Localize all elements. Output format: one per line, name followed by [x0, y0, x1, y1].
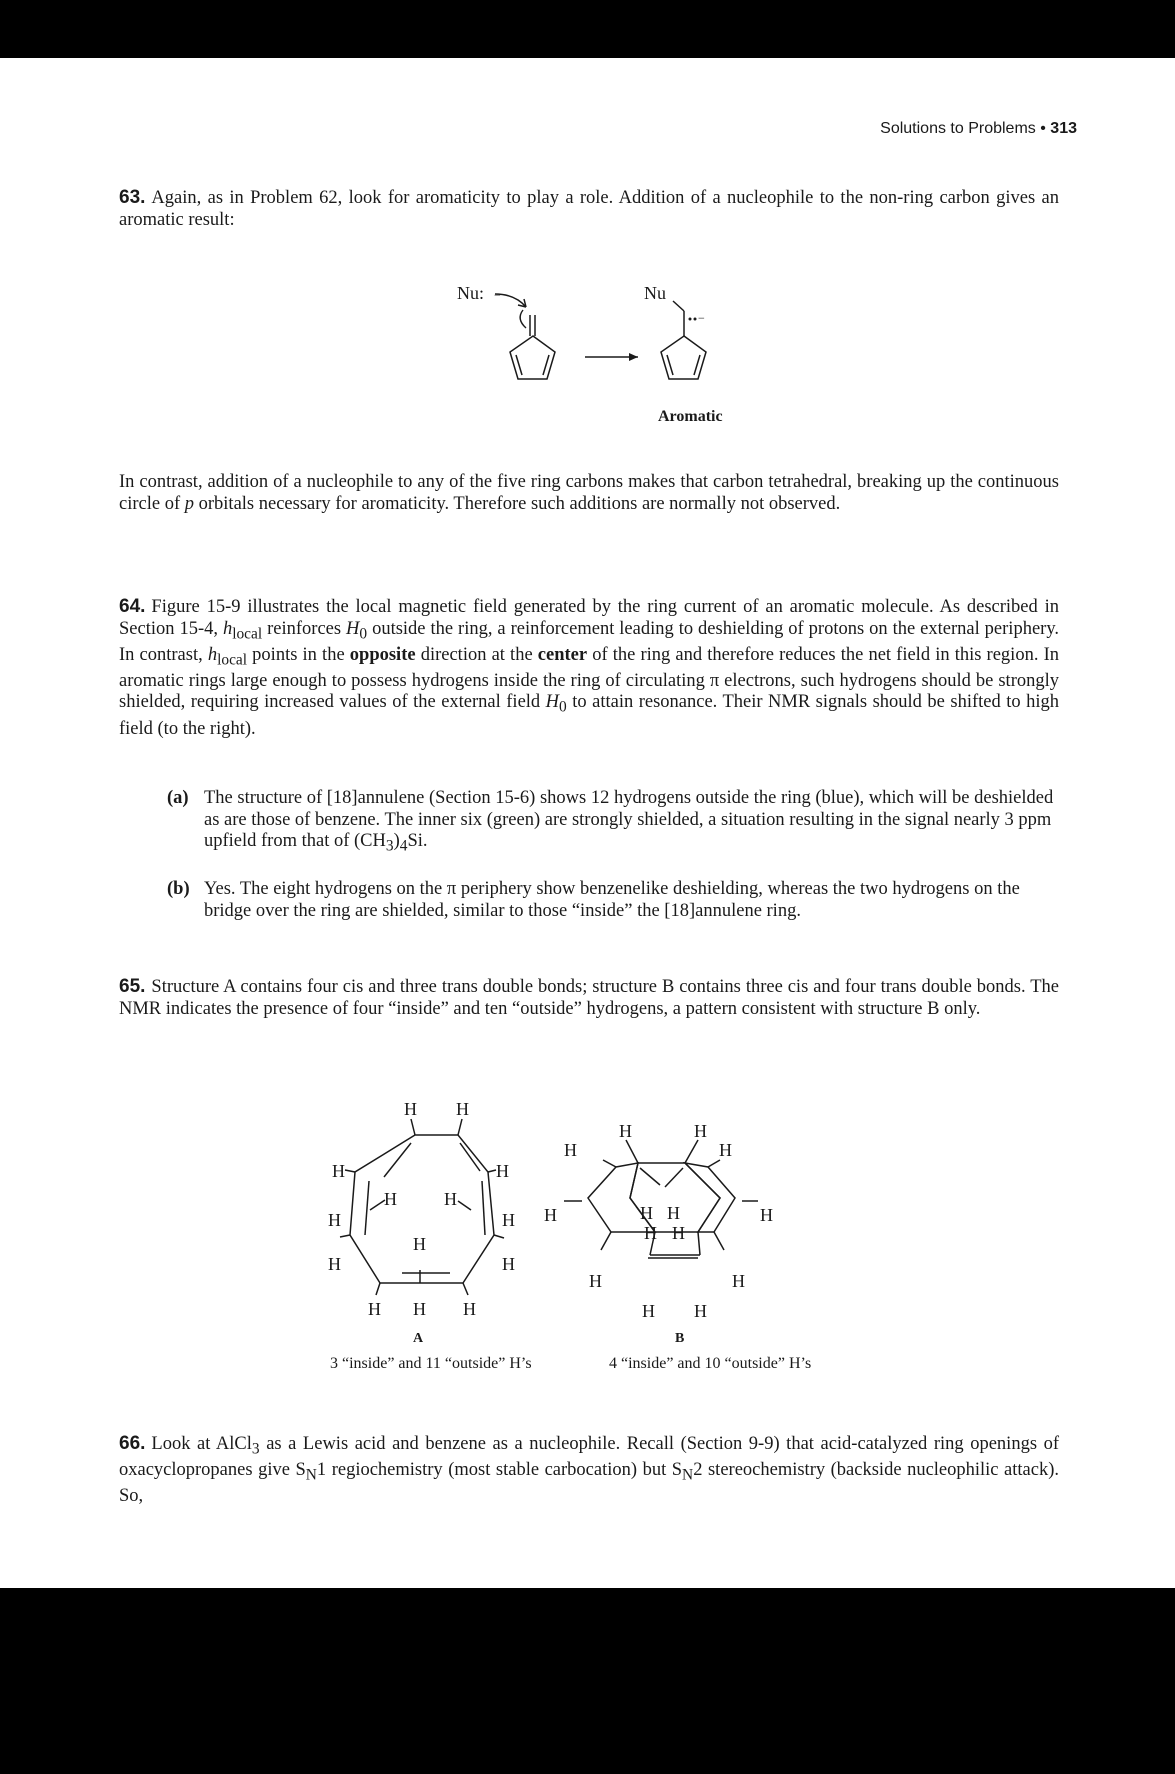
problem-63-text: [119, 187, 1059, 231]
problem-64-text: 64. Figure 15-9 illustrates the local magnetic field generated by the ring current of an aromatic molecule. As described in Section 15-4, $h_{local}$ reinforces $H_0$ outside the ring, a reinforcement leading to deshielding of protons on the external periphery. In contrast, $h_{local}$ points in the opposite direction at the center of the ring and therefore reduces the net field in this region. In aromatic rings large enough to possess hydrogens inside the ring of circulating π electrons, such hydrogens should be strongly shielded, requiring increased values of the external field $H_0$ to attain resonance. Their NMR signals should be shifted to high field (to the right).: [119, 596, 1059, 739]
svg-text:H: H: [667, 1203, 680, 1223]
svg-text:H: H: [619, 1121, 632, 1141]
svg-text:H: H: [496, 1161, 509, 1181]
svg-text:H: H: [564, 1140, 577, 1160]
scan-border-bottom: [0, 1588, 1175, 1774]
svg-text:H: H: [694, 1121, 707, 1141]
problem-65-text: 65. Structure A contains four cis and three trans double bonds; structure B contains three cis and four trans double bonds. The NMR indicates the presence of four “inside” and ten “outside” hydrogens, a pattern consistent with structure B only.: [119, 976, 1059, 1019]
problem-number-63: 63.: [119, 187, 146, 208]
structure-b-hydrogens: [544, 1121, 773, 1321]
svg-text:H: H: [644, 1223, 657, 1243]
svg-text:H: H: [413, 1234, 426, 1254]
header-section: Solutions to Problems: [880, 120, 1036, 137]
electron-push-arrow: [520, 310, 526, 328]
header-bullet: •: [1040, 120, 1046, 137]
problem-63-contrast: In contrast, addition of a nucleophile to any of the five ring carbons makes that carbon tetrahedral, breaking up the continuous circle of p orbitals necessary for aromaticity. Therefore such additions are normally not observed.: [119, 472, 1059, 514]
svg-text:H: H: [413, 1299, 426, 1319]
structure-a-caption: 3 “inside” and 11 “outside” H’s: [330, 1355, 532, 1372]
problem-number-65: 65.: [119, 976, 146, 997]
svg-text:H: H: [456, 1099, 469, 1119]
svg-text:H: H: [642, 1301, 655, 1321]
nu-c-bond: [673, 301, 684, 311]
problem-64-part-a: (a) The structure of [18]annulene (Section 15-6) shows 12 hydrogens outside the ring (blue), which will be deshielded as are those of benzene. The inner six (green) are strongly shielded, a situation resulting in the signal nearly 3 ppm upfield from that of $(CH_3)_4Si$.: [167, 788, 1054, 855]
running-header: [880, 120, 1077, 138]
problem-number-64: 64.: [119, 596, 146, 617]
svg-text:H: H: [444, 1189, 457, 1209]
structure-a: [340, 1119, 504, 1295]
svg-text:H: H: [384, 1189, 397, 1209]
annulene-structures: [320, 1095, 880, 1375]
reactant-charge: −: [494, 288, 501, 302]
svg-text:H: H: [328, 1210, 341, 1230]
structure-b-caption: 4 “inside” and 10 “outside” H’s: [609, 1355, 812, 1372]
structure-a-hydrogens: [328, 1099, 515, 1319]
structure-a-label: A: [413, 1331, 424, 1346]
scan-border-top: [0, 0, 1175, 58]
svg-text:H: H: [694, 1301, 707, 1321]
svg-text:H: H: [502, 1210, 515, 1230]
svg-text:H: H: [332, 1161, 345, 1181]
svg-text:H: H: [589, 1271, 602, 1291]
product-nu-label: Nu: [644, 283, 666, 303]
svg-text:H: H: [672, 1223, 685, 1243]
svg-text:H: H: [328, 1254, 341, 1274]
svg-text:H: H: [640, 1203, 653, 1223]
problem-63-body: Again, as in Problem 62, look for aromaticity to play a role. Addition of a nucleophile to the non-ring carbon gives an aromatic result:: [119, 188, 1059, 230]
svg-text:H: H: [404, 1099, 417, 1119]
svg-text:H: H: [719, 1140, 732, 1160]
svg-text:H: H: [732, 1271, 745, 1291]
aromatic-caption: Aromatic: [658, 408, 723, 425]
structure-b-label: B: [675, 1331, 685, 1346]
problem-66-text: 66. Look at AlCl$_3$ as a Lewis acid and benzene as a nucleophile. Recall (Section 9-9) that acid-catalyzed ring openings of oxacyclopropanes give $S_N1$ regiochemistry (most stable carbocation) but $S_N2$ stereochemistry (backside nucleophilic attack). So,: [119, 1433, 1059, 1507]
reaction-arrow-head: [629, 353, 638, 361]
problem-number-66: 66.: [119, 1433, 146, 1454]
reactant-nu-label: Nu:: [457, 283, 484, 303]
carbanion-charge: −: [698, 311, 705, 325]
nucleophile-addition-scheme: [440, 278, 740, 438]
svg-text:H: H: [502, 1254, 515, 1274]
svg-text:H: H: [544, 1205, 557, 1225]
svg-text:H: H: [760, 1205, 773, 1225]
svg-text:H: H: [463, 1299, 476, 1319]
svg-text:H: H: [368, 1299, 381, 1319]
problem-64-part-b: (b) Yes. The eight hydrogens on the π periphery show benzenelike deshielding, whereas the two hydrogens on the bridge over the ring are shielded, similar to those “inside” the [18]annulene ring.: [167, 879, 1020, 921]
page-number: 313: [1050, 120, 1077, 137]
